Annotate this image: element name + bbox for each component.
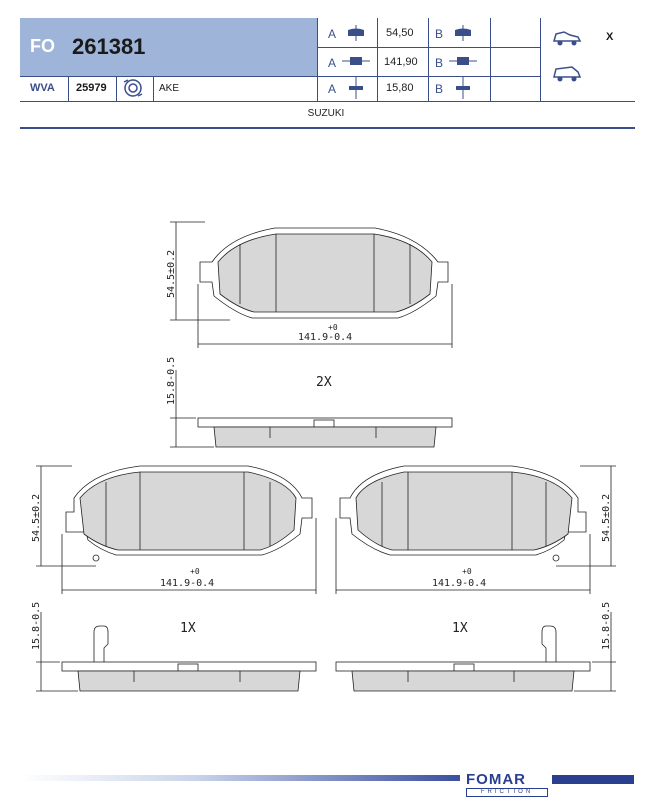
divider bbox=[116, 76, 117, 102]
dim-b-label: B bbox=[435, 82, 444, 96]
dim-a-label: A bbox=[328, 27, 337, 41]
brand-prefix: FO bbox=[30, 36, 55, 56]
divider bbox=[68, 76, 69, 102]
dim-height-value: 54,50 bbox=[386, 27, 414, 39]
divider bbox=[540, 18, 541, 102]
dim-a-label: A bbox=[328, 56, 337, 70]
thickness-dimension: 15.8-0.5 bbox=[166, 356, 177, 405]
tolerance-plus: +0 bbox=[190, 567, 200, 576]
system-code: AKE bbox=[159, 83, 180, 94]
pad-height-icon bbox=[452, 25, 474, 41]
logo-subtext: FRICTION bbox=[466, 788, 548, 797]
dim-thickness-value: 15,80 bbox=[386, 82, 414, 94]
tolerance-plus: +0 bbox=[462, 567, 472, 576]
height-dimension: 54.5±0.2 bbox=[601, 493, 612, 542]
length-dimension: 141.9-0.4 bbox=[298, 332, 353, 343]
wva-number: 25979 bbox=[76, 82, 107, 94]
front-axle-mark: X bbox=[606, 31, 614, 43]
technical-drawing bbox=[0, 130, 652, 730]
brake-disc-icon bbox=[122, 78, 144, 98]
pad-thickness-icon bbox=[348, 77, 364, 99]
rear-axle-car-icon bbox=[552, 64, 582, 84]
length-dimension: 141.9-0.4 bbox=[432, 578, 487, 589]
thickness-dimension: 15.8-0.5 bbox=[31, 601, 42, 650]
pad-right-front-view bbox=[340, 466, 586, 561]
part-number: 261381 bbox=[72, 34, 146, 59]
pad-length-icon bbox=[449, 54, 477, 68]
footer-gradient-bar bbox=[20, 775, 460, 781]
divider bbox=[317, 18, 318, 102]
product-header bbox=[20, 18, 635, 102]
divider bbox=[377, 18, 378, 102]
divider bbox=[428, 18, 429, 102]
quantity-label: 2X bbox=[316, 375, 332, 390]
header-rule bbox=[20, 127, 635, 129]
part-number-box bbox=[20, 18, 317, 76]
dim-b-label: B bbox=[435, 56, 444, 70]
quantity-label: 1X bbox=[452, 621, 468, 636]
quantity-label: 1X bbox=[180, 621, 196, 636]
fomar-logo bbox=[466, 772, 548, 798]
dim-b-label: B bbox=[435, 27, 444, 41]
wva-label: WVA bbox=[30, 82, 55, 94]
footer-brand-bar bbox=[552, 775, 634, 784]
logo-text: FOMAR bbox=[466, 771, 526, 788]
dim-a-label: A bbox=[328, 82, 337, 96]
pad-length-icon bbox=[342, 54, 370, 68]
pad-left-front-view bbox=[66, 466, 312, 561]
divider bbox=[490, 18, 491, 102]
height-dimension: 54.5±0.2 bbox=[166, 249, 177, 298]
pad-height-icon bbox=[345, 25, 367, 41]
front-axle-car-icon bbox=[552, 28, 582, 48]
divider bbox=[153, 76, 154, 102]
vehicle-maker: SUZUKI bbox=[307, 108, 345, 119]
dim-length-value: 141,90 bbox=[384, 56, 418, 68]
thickness-dimension: 15.8-0.5 bbox=[601, 601, 612, 650]
height-dimension: 54.5±0.2 bbox=[31, 493, 42, 542]
pad-thickness-icon bbox=[455, 77, 471, 99]
length-dimension: 141.9-0.4 bbox=[160, 578, 215, 589]
pad-front-view bbox=[200, 228, 448, 318]
pad-side-view bbox=[198, 418, 452, 447]
divider bbox=[20, 101, 635, 102]
tolerance-plus: +0 bbox=[328, 323, 338, 332]
